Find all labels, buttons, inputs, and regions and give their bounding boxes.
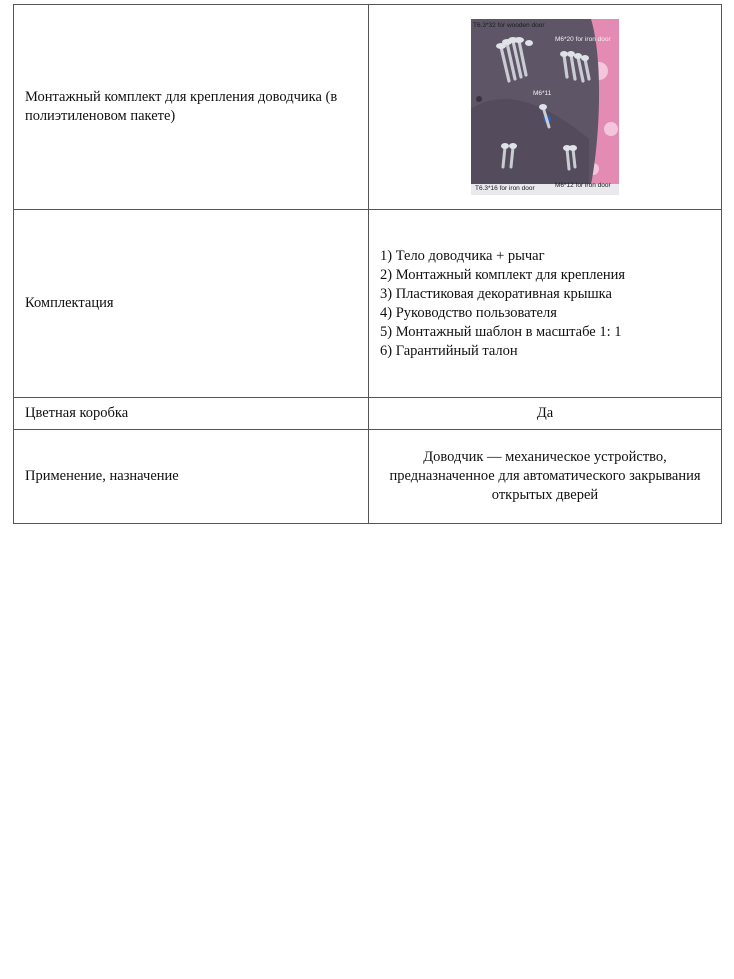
list-item: 1) Тело доводчика + рычаг <box>380 247 545 264</box>
row-value <box>369 5 722 210</box>
photo-caption: T6.3*16 for iron door <box>475 185 535 192</box>
table-row <box>14 430 722 524</box>
photo-caption: T6.3*32 for wooden door <box>473 22 545 29</box>
row-label: Комплектация <box>14 210 369 398</box>
list-item: 5) Монтажный шаблон в масштабе 1: 1 <box>380 323 622 340</box>
row-label: Монтажный комплект для крепления доводчика (в полиэтиленовом пакете) <box>14 5 369 210</box>
row-value <box>369 210 722 398</box>
list-item: 3) Пластиковая декоративная крышка <box>380 285 612 302</box>
spec-table <box>13 4 722 524</box>
photo-caption: M6*20 for iron door <box>555 36 611 43</box>
list-item: 6) Гарантийный талон <box>380 342 518 359</box>
screws-photo <box>471 19 619 195</box>
row-label: Цветная коробка <box>14 398 369 430</box>
table-row <box>14 398 722 430</box>
kit-list <box>380 247 710 361</box>
row-label: Применение, назначение <box>14 430 369 524</box>
screws-photo-drawing <box>471 19 619 195</box>
photo-caption: M6*12 for iron door <box>555 182 611 189</box>
table-row <box>14 210 722 398</box>
list-item: 4) Руководство пользователя <box>380 304 557 321</box>
row-value: Доводчик — механическое устройство, предназначенное для автоматического закрывания открытых дверей <box>369 430 722 524</box>
list-item: 2) Монтажный комплект для крепления <box>380 266 626 283</box>
row-value: Да <box>369 398 722 430</box>
table-row <box>14 5 722 210</box>
photo-caption: M6*11 <box>533 90 552 97</box>
